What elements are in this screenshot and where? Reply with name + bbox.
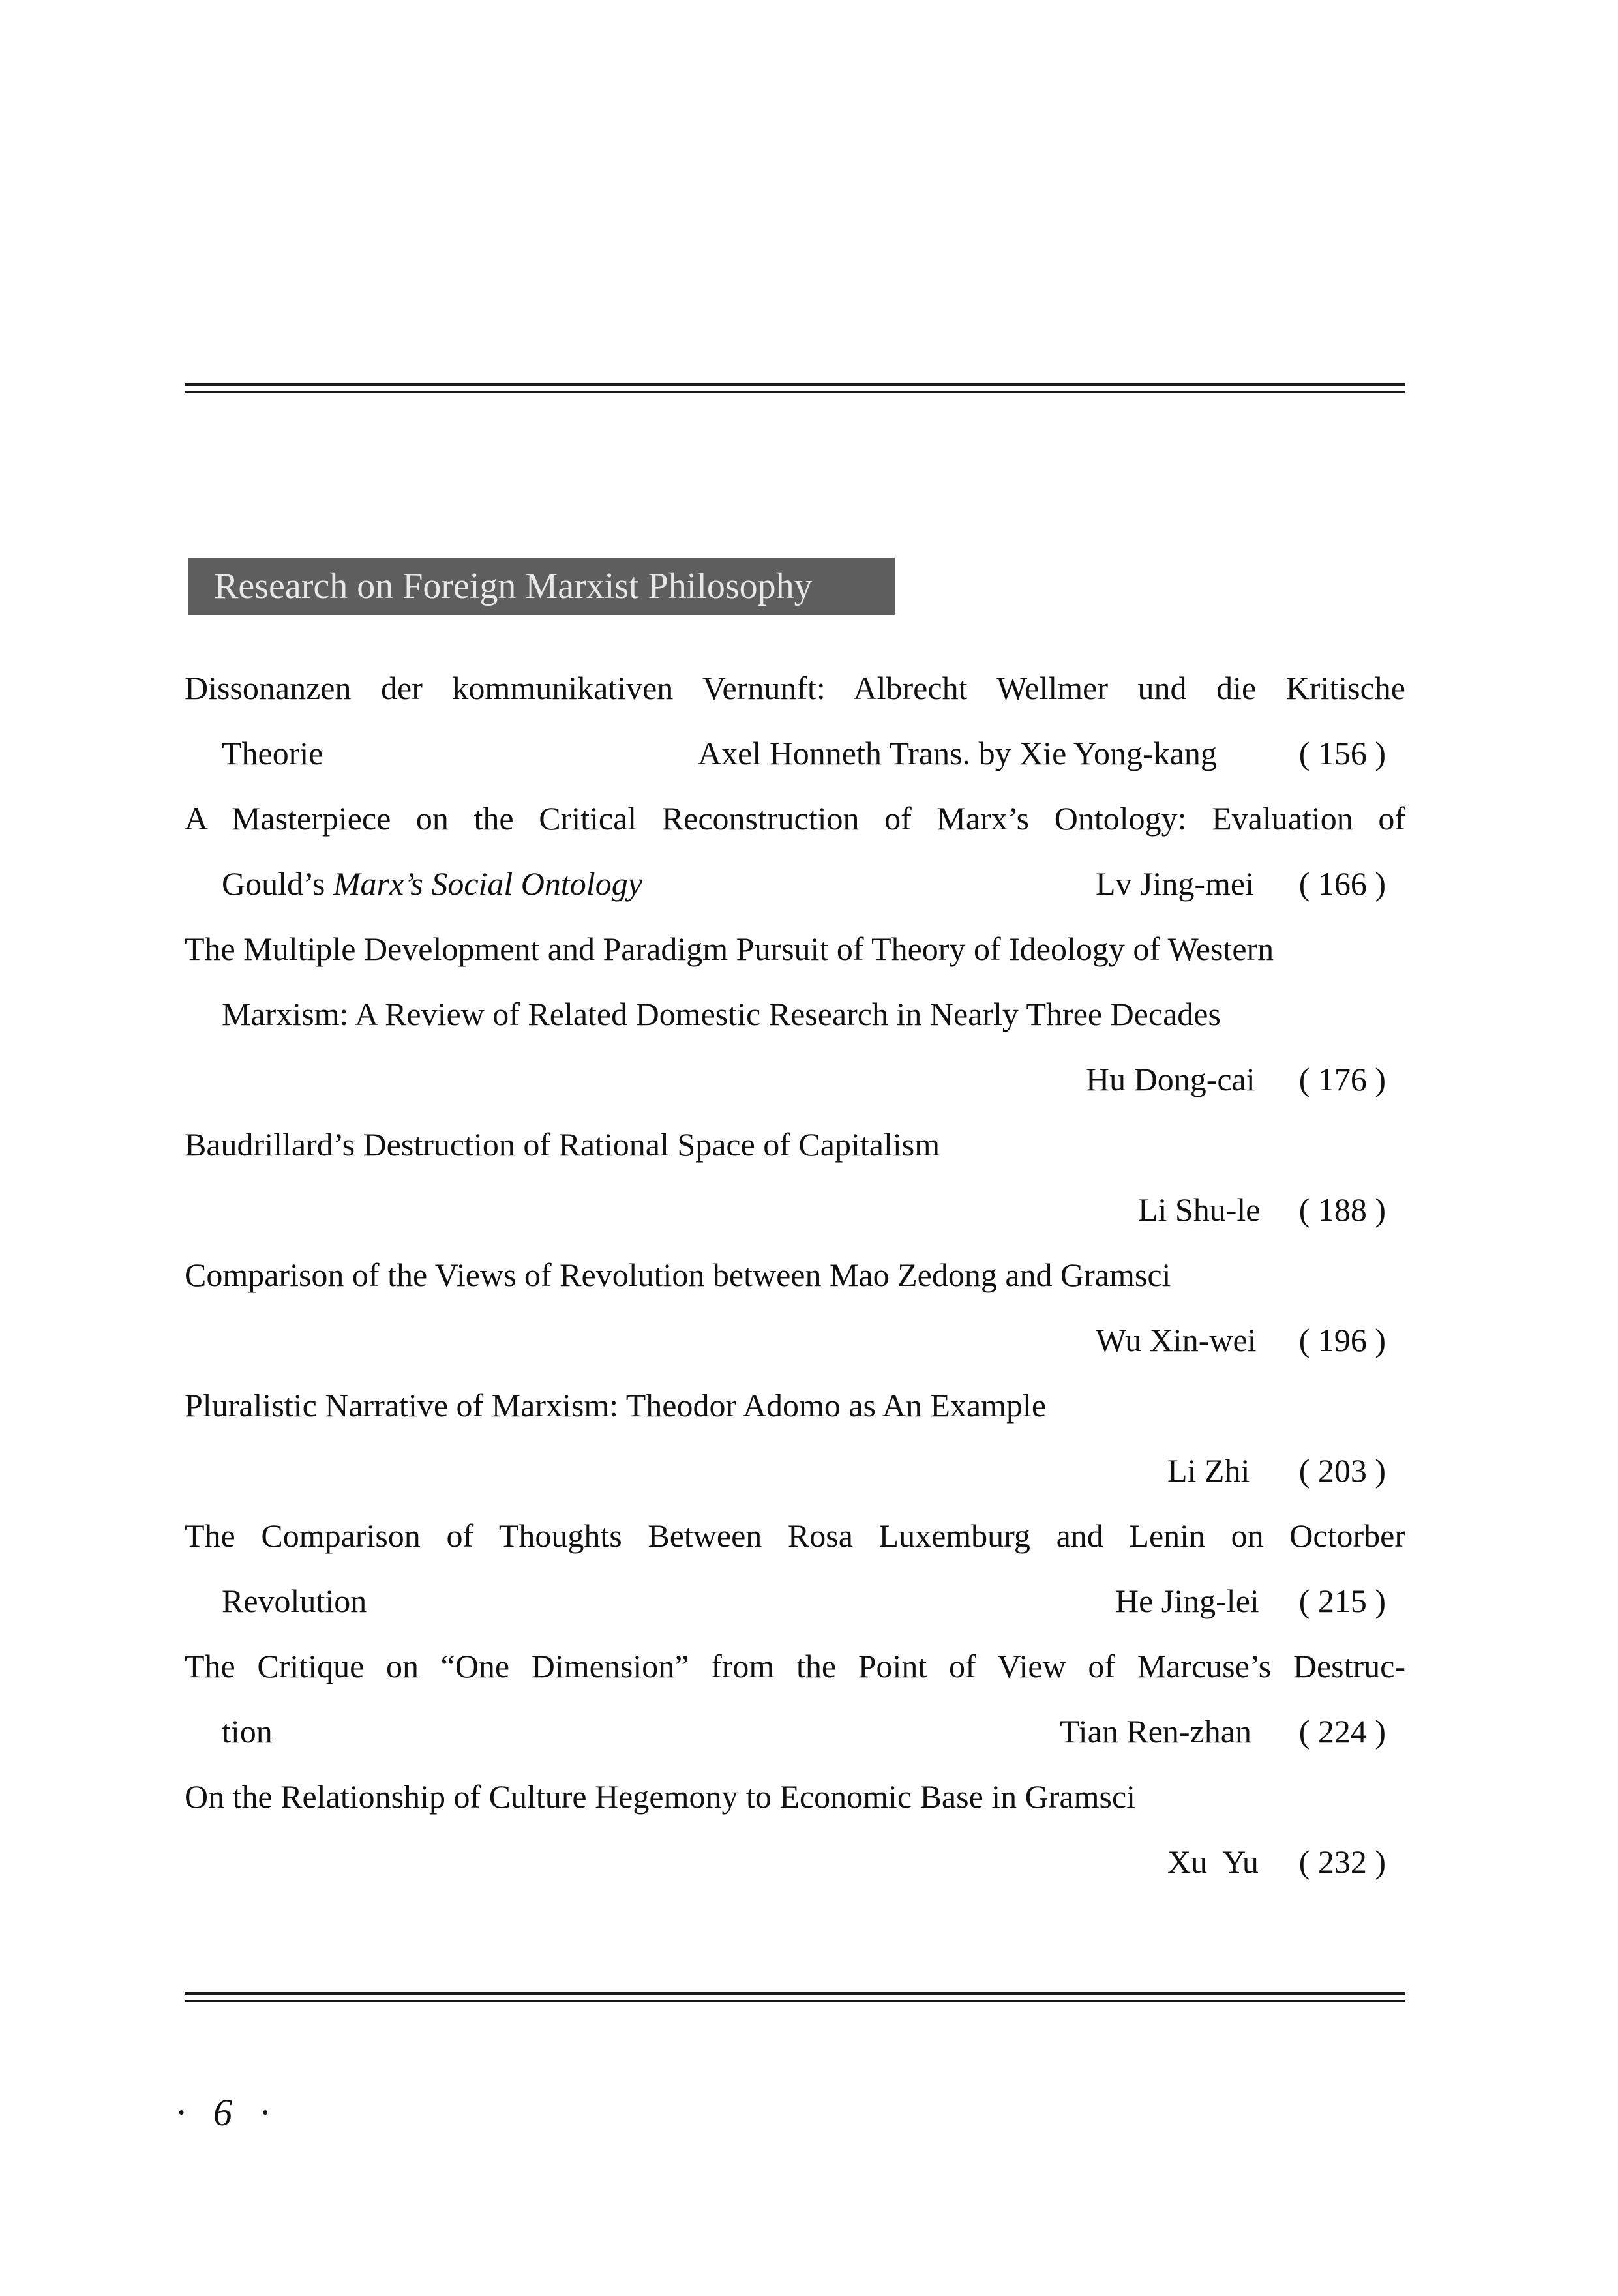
toc-entry-title-italic: Marx’s Social Ontology [333, 865, 642, 902]
toc-entry-author: Wu Xin-wei [1096, 1322, 1257, 1358]
toc-entry-title: Dissonanzen der kommunikativen Vernunft: Albrecht Wellmer und die Kritische [185, 670, 1405, 706]
toc-entry-title: On the Relationship of Culture Hegemony to Economic Base in Gramsci [185, 1778, 1136, 1815]
toc-entry-title: Baudrillard’s Destruction of Rational Space of Capitalism [185, 1126, 940, 1163]
toc-entry-author: Axel Honneth Trans. by Xie Yong-kang [698, 735, 1217, 771]
toc-entry-author: Li Shu-le [1138, 1191, 1261, 1228]
top-rule-lower [185, 391, 1405, 393]
toc-entry-page: ( 215 ) [1298, 1583, 1386, 1619]
toc-entry-page: ( 188 ) [1298, 1191, 1386, 1228]
toc-entry-page: ( 203 ) [1298, 1452, 1386, 1489]
toc-entry-page: ( 224 ) [1298, 1713, 1386, 1750]
toc-entry-author: Xu Yu [1167, 1843, 1259, 1880]
toc-entry-author: He Jing-lei [1115, 1583, 1259, 1619]
toc-entry-title: Theorie [222, 735, 323, 771]
bottom-rule-upper [185, 1992, 1405, 1995]
toc-entry-title: Marxism: A Review of Related Domestic Research in Nearly Three Decades [222, 996, 1221, 1032]
bottom-rule-lower [185, 2000, 1405, 2002]
toc-entry-page: ( 176 ) [1298, 1061, 1386, 1097]
top-rule-upper [185, 383, 1405, 386]
toc-entry-title: Pluralistic Narrative of Marxism: Theodor Adomo as An Example [185, 1387, 1047, 1424]
toc-entry-author: Tian Ren-zhan [1060, 1713, 1251, 1750]
toc-entry-author: Hu Dong-cai [1086, 1061, 1255, 1097]
toc-entry-page: ( 232 ) [1298, 1843, 1386, 1880]
toc-entry-title: Comparison of the Views of Revolution between Mao Zedong and Gramsci [185, 1257, 1171, 1293]
toc-entry-title-prefix: Gould’s [222, 865, 325, 902]
toc-entry-title: tion [222, 1713, 273, 1750]
toc-entry-title: The Critique on “One Dimension” from the Point of View of Marcuse’s Destruc- [185, 1648, 1405, 1684]
toc-entry-title: A Masterpiece on the Critical Reconstruction of Marx’s Ontology: Evaluation of [185, 800, 1405, 837]
toc-entry-author: Li Zhi [1167, 1452, 1250, 1489]
section-heading: Research on Foreign Marxist Philosophy [188, 558, 895, 615]
toc-entry-author: Lv Jing-mei [1096, 865, 1255, 902]
toc-entry-title: Revolution [222, 1583, 367, 1619]
toc-entry-page: ( 196 ) [1298, 1322, 1386, 1358]
toc-entry-title: The Multiple Development and Paradigm Pursuit of Theory of Ideology of Western [185, 931, 1274, 967]
toc-entry-page: ( 166 ) [1298, 865, 1386, 902]
page-number: · 6 · [176, 2091, 278, 2134]
toc-entry-title: The Comparison of Thoughts Between Rosa Luxemburg and Lenin on Octorber [185, 1517, 1405, 1554]
toc-entry-page: ( 156 ) [1298, 735, 1386, 771]
toc-entry-title [222, 864, 642, 903]
